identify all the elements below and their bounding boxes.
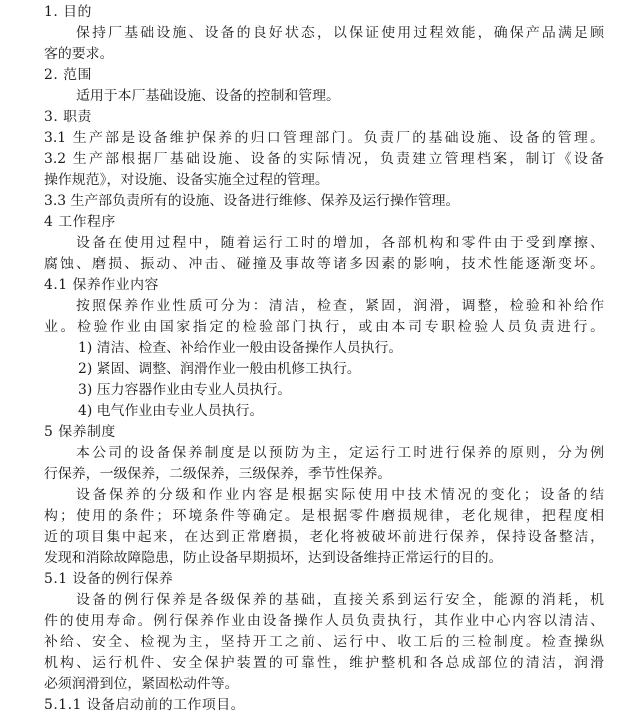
clause-3-2: 3.2 生产部根据厂基础设施、设备的实际情况，负责建立管理档案，制订《设备 <box>44 151 604 167</box>
paragraph-line: 设备在使用过程中，随着运行工时的增加，各部机构和零件由于受到摩擦、 <box>76 235 604 251</box>
paragraph-line: 保持厂基础设施、设备的良好状态，以保证使用过程效能，确保产品满足顾 <box>76 25 604 41</box>
section-3-heading: 3. 职责 <box>44 109 92 125</box>
paragraph-line: 适用于本厂基础设施、设备的控制和管理。 <box>76 88 340 104</box>
section-5-1-1-heading: 5.1.1 设备启动前的工作项目。 <box>44 697 246 713</box>
paragraph-line: 设备保养的分级和作业内容是根据实际使用中技术情况的变化；设备的结 <box>76 487 604 503</box>
paragraph-line: 近的项目集中起来，在达到正常磨损，老化将被破坏前进行保养，保持设备整洁， <box>44 529 604 545</box>
paragraph-line: 按照保养作业性质可分为：清洁，检查，紧固，润滑，调整，检验和补给作 <box>76 298 604 314</box>
paragraph-line: 必须润滑到位，紧固松动件等。 <box>44 676 239 692</box>
list-item: 3) 压力容器作业由专业人员执行。 <box>78 382 292 398</box>
list-item: 2) 紧固、调整、润滑作业一般由机修工执行。 <box>78 361 361 377</box>
section-4-1-heading: 4.1 保养作业内容 <box>44 277 159 293</box>
paragraph-line: 机构、运行机件、安全保护装置的可靠性，维护整机和各总成部位的清洁，润滑 <box>44 655 604 671</box>
paragraph-line: 件的使用寿命。例行保养作业由设备操作人员负责执行，其作业中心内容以清洁、 <box>44 613 604 629</box>
section-5-1-heading: 5.1 设备的例行保养 <box>44 571 174 587</box>
paragraph-line: 本公司的设备保养制度是以预防为主，定运行工时进行保养的原则，分为例 <box>76 445 604 461</box>
section-2-heading: 2. 范围 <box>44 67 92 83</box>
list-item: 1) 清洁、检查、补给作业一般由设备操作人员执行。 <box>78 340 403 356</box>
paragraph-line: 补给、安全、检视为主，坚持开工之前、运行中、收工后的三检制度。检查操纵 <box>44 634 604 650</box>
paragraph-line: 设备的例行保养是各级保养的基础，直接关系到运行安全，能源的消耗，机 <box>76 592 604 608</box>
paragraph-line: 操作规范》，对设施、设备实施全过程的管理。 <box>44 172 329 188</box>
paragraph-line: 发现和消除故障隐患，防止设备早期损坏，达到设备维持正常运行的目的。 <box>44 550 503 566</box>
list-item: 4) 电气作业由专业人员执行。 <box>78 403 264 419</box>
section-5-heading: 5 保养制度 <box>44 424 116 440</box>
paragraph-line: 腐蚀、磨损、振动、冲击、碰撞及事故等诸多因素的影响，技术性能逐渐变坏。 <box>44 256 604 272</box>
section-1-heading: 1. 目的 <box>44 4 92 20</box>
paragraph-line: 行保养，一级保养，二级保养，三级保养，季节性保养。 <box>44 466 392 482</box>
clause-3-1: 3.1 生产部是设备维护保养的归口管理部门。负责厂的基础设施、设备的管理。 <box>44 130 604 146</box>
paragraph-line: 业。检验作业由国家指定的检验部门执行，或由本司专职检验人员负责进行。 <box>44 319 604 335</box>
section-4-heading: 4 工作程序 <box>44 214 116 230</box>
paragraph-line: 构；使用的条件；环境条件等确定。是根据零件磨损规律，老化规律，把程度相 <box>44 508 604 524</box>
paragraph-line: 客的要求。 <box>44 46 114 62</box>
clause-3-3: 3.3 生产部负责所有的设施、设备进行维修、保养及运行操作管理。 <box>44 193 460 209</box>
